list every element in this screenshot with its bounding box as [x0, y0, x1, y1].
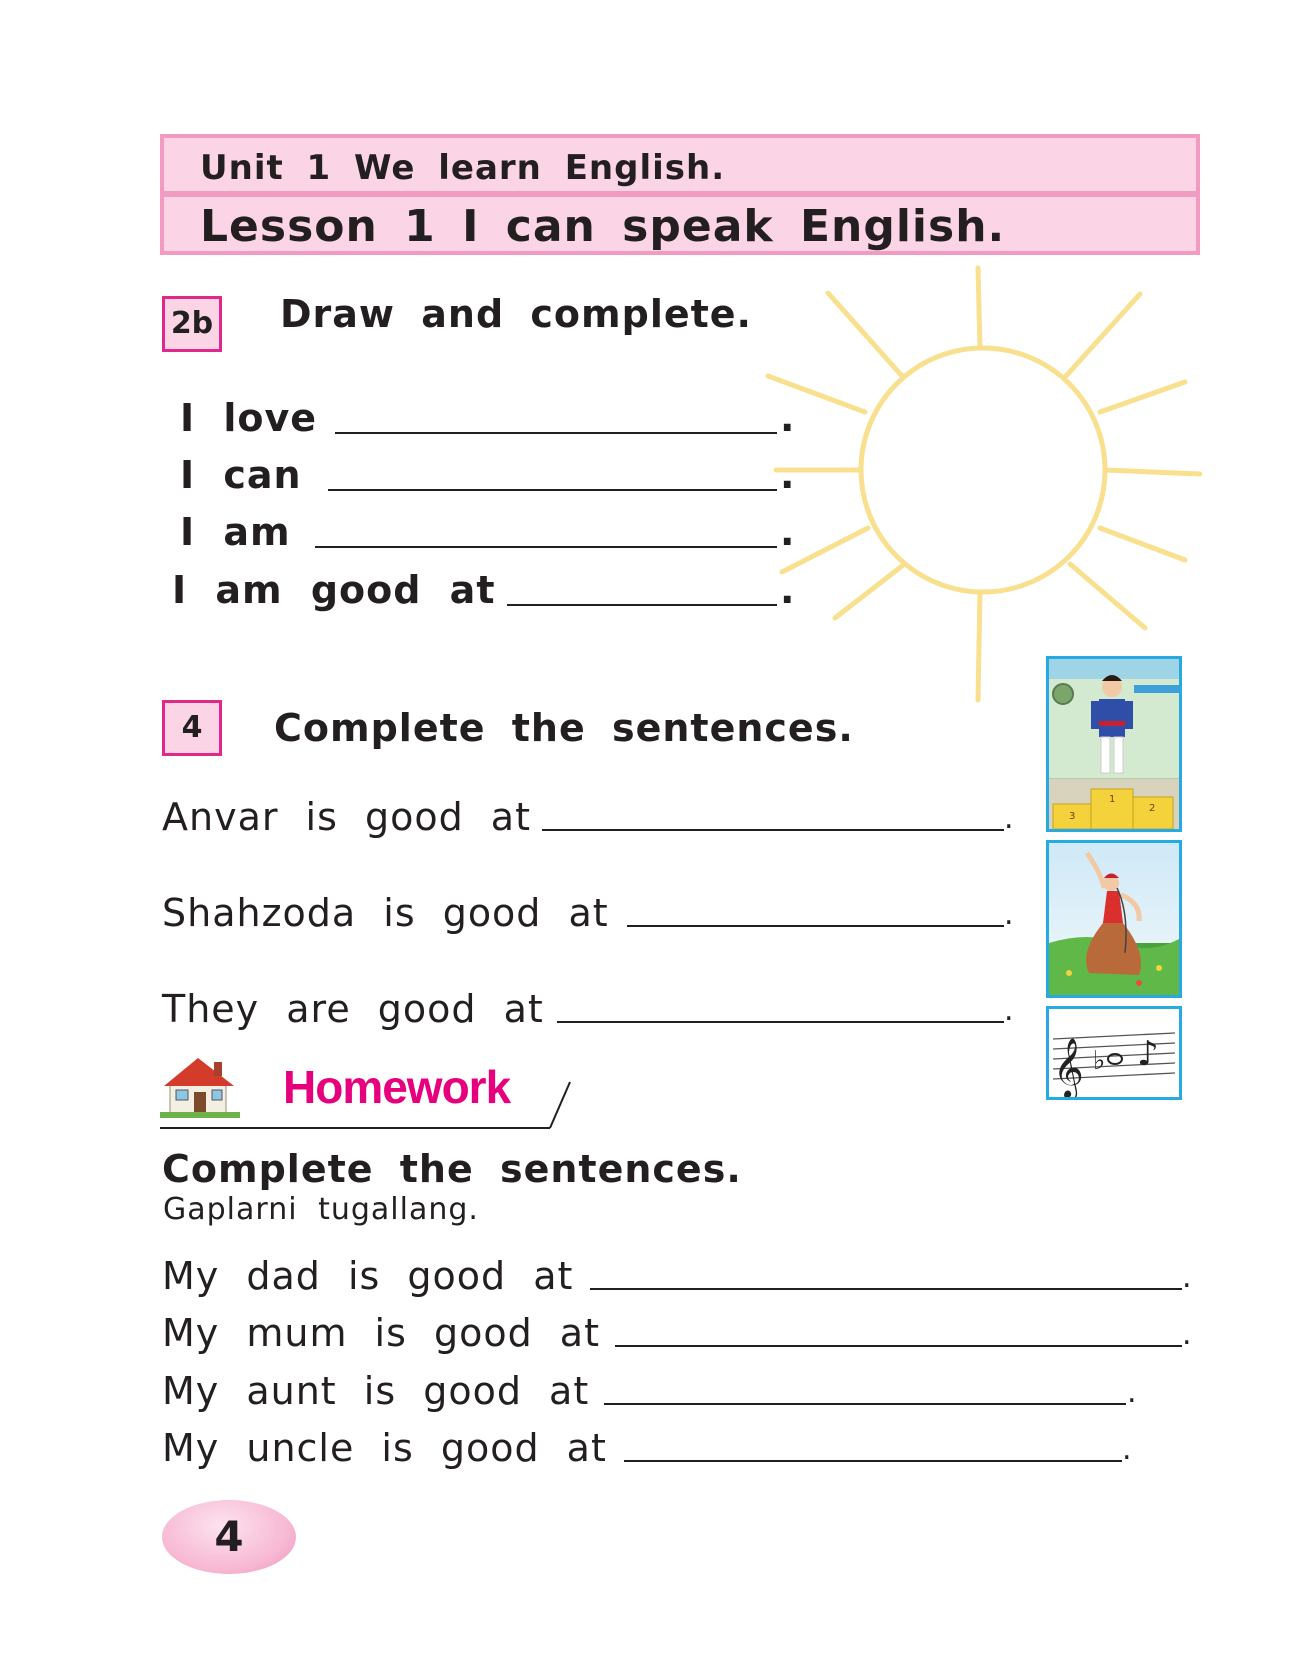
svg-text:𝄞: 𝄞 [1053, 1038, 1084, 1097]
exercise-2b-line: I am . [180, 510, 795, 554]
answer-blank[interactable] [328, 489, 777, 491]
exercise-4-number: 4 [162, 700, 222, 756]
exercise-2b-instruction: Draw and complete. [280, 292, 752, 336]
svg-text:1: 1 [1109, 794, 1116, 805]
svg-text:3: 3 [1069, 811, 1076, 822]
homework-line: My dad is good at . [162, 1254, 1192, 1298]
homework-instruction: Complete the sentences. [162, 1147, 742, 1191]
answer-blank[interactable] [335, 432, 777, 434]
page-number-badge [162, 1500, 296, 1574]
answer-blank[interactable] [627, 925, 1004, 927]
exercise-4-instruction: Complete the sentences. [274, 706, 854, 750]
homework-line: My aunt is good at . [162, 1369, 1137, 1413]
homework-line: My mum is good at . [162, 1311, 1192, 1355]
exercise-2b-line: I am good at . [172, 568, 795, 612]
homework-underline [160, 1072, 580, 1132]
sun-drawing [740, 260, 1210, 710]
answer-blank[interactable] [590, 1288, 1182, 1290]
answer-blank[interactable] [542, 829, 1004, 831]
svg-text:2: 2 [1149, 803, 1156, 814]
homework-translation: Gaplarni tugallang. [163, 1192, 479, 1227]
homework-line: My uncle is good at . [162, 1426, 1132, 1470]
dancer-picture [1046, 840, 1182, 998]
answer-blank[interactable] [624, 1460, 1122, 1462]
unit-header [160, 134, 1200, 195]
exercise-2b-line: I can . [180, 453, 795, 497]
homework-title: Homework [283, 1061, 511, 1113]
answer-blank[interactable] [604, 1403, 1126, 1405]
page-number: 4 [214, 1512, 244, 1561]
exercise-2b-line: I love . [180, 396, 795, 440]
lesson-title: Lesson 1 I can speak English. [200, 201, 1006, 252]
answer-blank[interactable] [507, 604, 777, 606]
svg-text:♭: ♭ [1093, 1046, 1106, 1076]
answer-blank[interactable] [615, 1345, 1182, 1347]
sun-circle [861, 348, 1105, 592]
exercise-4-line: They are good at . [162, 987, 1014, 1031]
answer-blank[interactable] [315, 546, 777, 548]
exercise-2b-number: 2b [162, 296, 222, 352]
exercise-4-line: Anvar is good at . [162, 795, 1014, 839]
karate-podium-picture [1046, 656, 1182, 832]
answer-blank[interactable] [557, 1021, 1004, 1023]
exercise-4-line: Shahzoda is good at . [162, 891, 1014, 935]
music-notes-picture [1046, 1006, 1182, 1100]
lesson-header [160, 193, 1200, 255]
svg-text:♪: ♪ [1137, 1034, 1159, 1074]
unit-title: Unit 1 We learn English. [200, 148, 726, 188]
